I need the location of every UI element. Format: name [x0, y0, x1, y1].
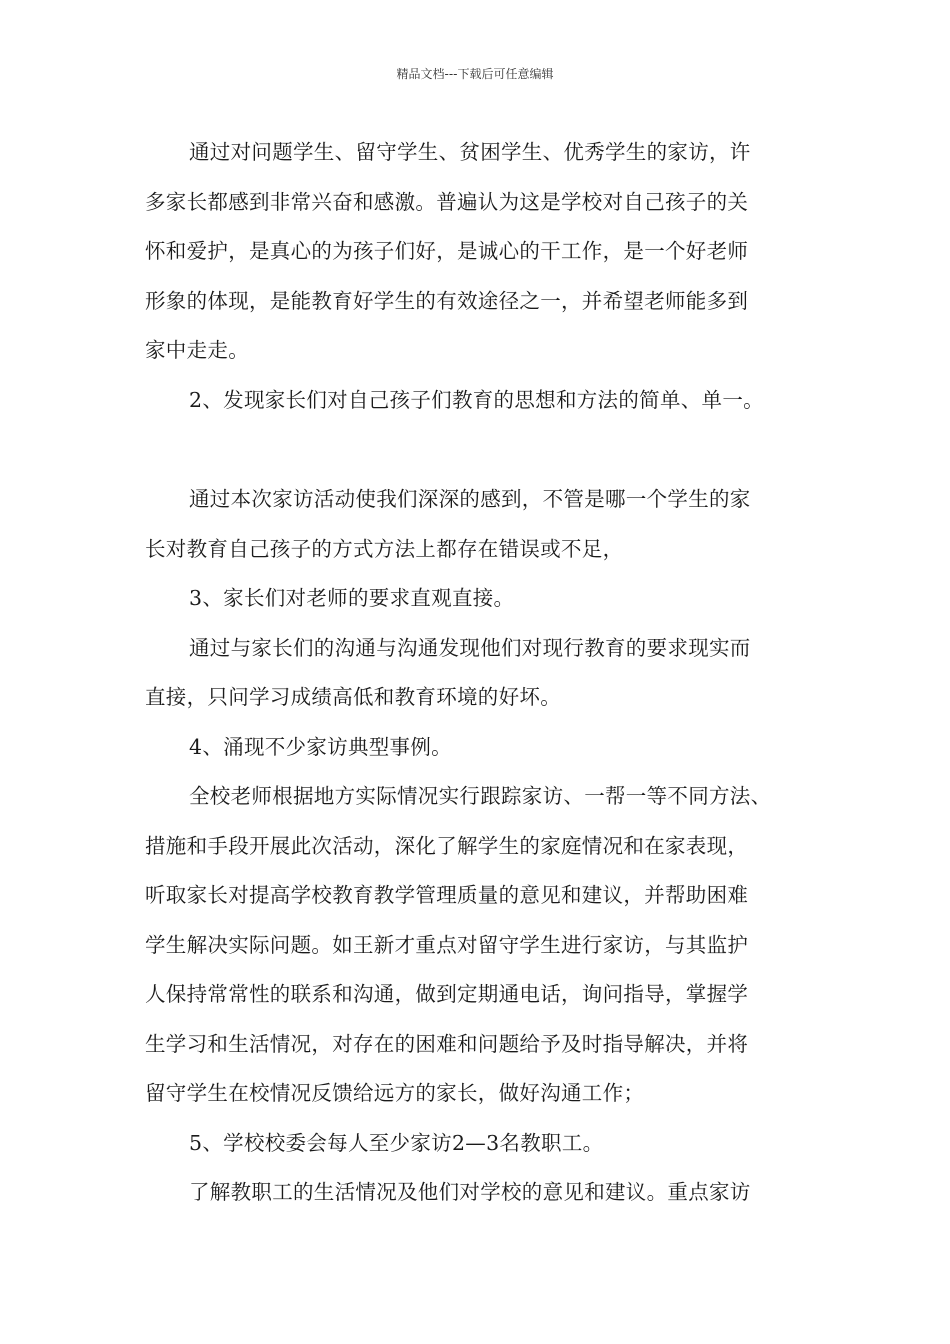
blank-line	[145, 425, 815, 475]
paragraph-line: 直接，只问学习成绩高低和教育环境的好坏。	[145, 685, 561, 709]
paragraph-line: 家中走走。	[145, 338, 249, 362]
paragraph-line: 通过对问题学生、留守学生、贫困学生、优秀学生的家访，许	[189, 140, 751, 164]
paragraph-line: 人保持常常性的联系和沟通，做到定期通电话，询问指导，掌握学	[145, 982, 749, 1006]
paragraph-line: 多家长都感到非常兴奋和感激。普遍认为这是学校对自己孩子的关	[145, 189, 749, 214]
section-heading: 2、发现家长们对自己孩子们教育的思想和方法的简单、单一。	[189, 387, 764, 412]
paragraph-line: 长对教育自己孩子的方式方法上都存在错误或不足，	[145, 536, 624, 561]
paragraph-line: 措施和手段开展此次活动，深化了解学生的家庭情况和在家表现，	[145, 833, 749, 858]
document-body	[145, 128, 815, 1218]
paragraph-line: 留守学生在校情况反馈给远方的家长，做好沟通工作；	[145, 1081, 645, 1105]
paragraph-line: 形象的体现，是能教育好学生的有效途径之一，并希望老师能多到	[145, 288, 749, 313]
section-heading: 3、家长们对老师的要求直观直接。	[189, 586, 515, 610]
section-heading: 5、学校校委会每人至少家访2—3名教职工。	[189, 1130, 604, 1155]
paragraph-line: 通过本次家访活动使我们深深的感到，不管是哪一个学生的家	[189, 487, 751, 511]
section-heading: 4、涌现不少家访典型事例。	[189, 734, 452, 759]
paragraph-line: 全校老师根据地方实际情况实行跟踪家访、一帮一等不同方法、	[189, 784, 772, 808]
page-header: 精品文档---下载后可任意编辑	[396, 67, 554, 81]
paragraph-line: 生学习和生活情况，对存在的困难和问题给予及时指导解决，并将	[145, 1031, 749, 1056]
paragraph-line: 怀和爱护，是真心的为孩子们好，是诚心的干工作，是一个好老师	[145, 239, 749, 263]
paragraph-line: 通过与家长们的沟通与沟通发现他们对现行教育的要求现实而	[189, 635, 751, 660]
paragraph-line: 听取家长对提高学校教育教学管理质量的意见和建议，并帮助困难	[145, 883, 749, 907]
paragraph-line: 了解教职工的生活情况及他们对学校的意见和建议。重点家访	[189, 1180, 751, 1204]
paragraph-line: 学生解决实际问题。如王新才重点对留守学生进行家访，与其监护	[145, 932, 749, 957]
